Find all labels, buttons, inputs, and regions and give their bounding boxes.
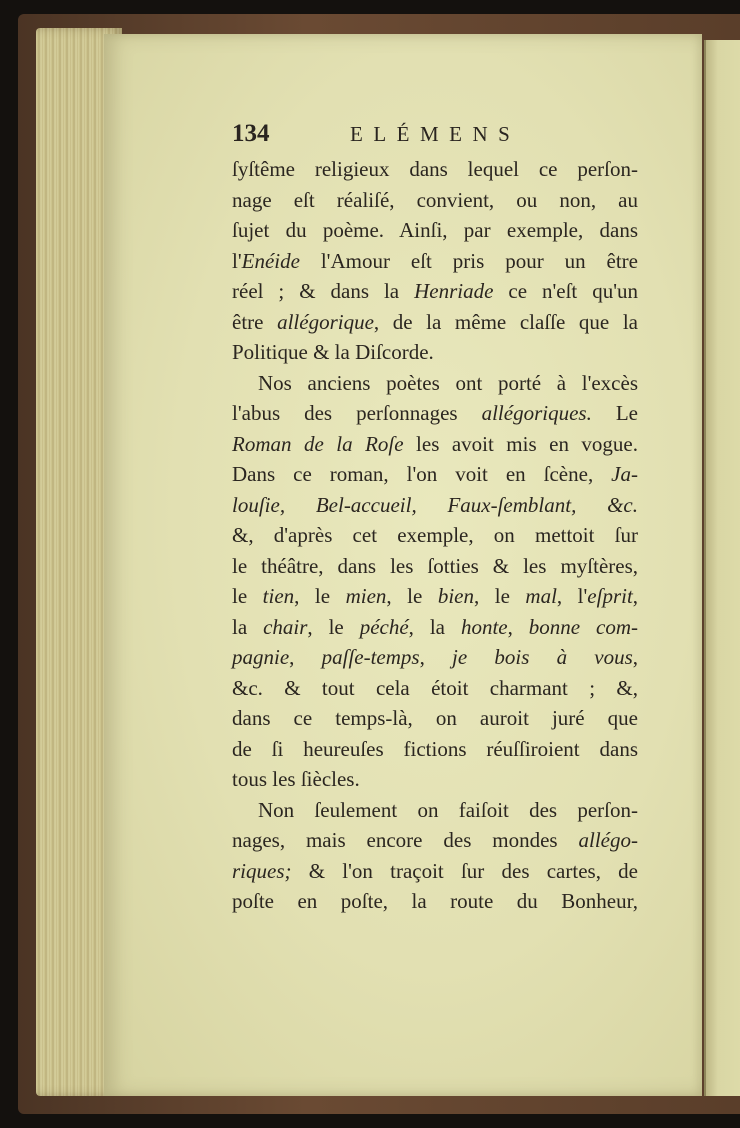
text-line bbox=[232, 520, 638, 551]
text-segment: l' bbox=[232, 248, 242, 273]
text-segment: , le bbox=[294, 584, 346, 608]
italic-text: eſprit bbox=[587, 584, 633, 608]
italic-text: allégorique bbox=[277, 309, 374, 334]
text-segment: , bbox=[507, 614, 529, 639]
text-segment: , le bbox=[474, 584, 526, 608]
text-segment: ſyſtême religieux dans lequel ce perſon- bbox=[232, 157, 638, 181]
text-line bbox=[232, 856, 638, 887]
italic-text: honte bbox=[460, 614, 508, 639]
text-segment: , le bbox=[386, 584, 438, 608]
text-line bbox=[232, 795, 638, 826]
text-segment: ce n'eſt qu'un bbox=[493, 279, 638, 303]
text-segment: réel ; & dans la bbox=[232, 279, 415, 303]
text-segment: , l' bbox=[556, 584, 588, 608]
text-segment: , bbox=[632, 584, 639, 608]
italic-text: pagnie bbox=[232, 645, 290, 669]
text-segment: ſujet du poème. Ainſi, par exemple, dans bbox=[232, 218, 638, 242]
text-segment: de ſi heureuſes fictions réuſſiroient dans bbox=[232, 736, 638, 761]
italic-text: je bois à vous bbox=[452, 645, 633, 669]
text-segment: le théâtre, dans les ſotties & les myſtères, bbox=[232, 553, 638, 578]
italic-text: paſſe-temps bbox=[321, 645, 420, 669]
text-line bbox=[232, 581, 638, 612]
italic-text: bien bbox=[437, 584, 474, 608]
text-segment: , de la même claſſe que la bbox=[373, 309, 638, 334]
text-segment: , la bbox=[408, 614, 461, 639]
text-line bbox=[232, 825, 638, 856]
text-line bbox=[232, 215, 638, 246]
italic-text: péché bbox=[359, 614, 409, 639]
text-line bbox=[232, 307, 638, 338]
text-line bbox=[232, 612, 638, 643]
body-text bbox=[232, 154, 638, 917]
text-line bbox=[232, 673, 638, 704]
italic-text: allégoriques. bbox=[481, 401, 592, 425]
italic-text: riques; bbox=[232, 858, 292, 883]
text-line bbox=[232, 398, 638, 429]
text-line bbox=[232, 764, 638, 795]
italic-text: mien bbox=[345, 584, 387, 608]
text-segment: l'Amour eſt pris pour un être bbox=[299, 248, 638, 273]
italic-text: bonne com- bbox=[528, 614, 639, 639]
text-segment: poſte en poſte, la route du Bonheur, bbox=[232, 889, 638, 913]
text-line bbox=[232, 642, 638, 673]
text-segment: & l'on traçoit ſur des cartes, de bbox=[291, 858, 638, 883]
text-segment: être bbox=[232, 309, 278, 334]
italic-text: chair bbox=[263, 614, 308, 639]
text-line bbox=[232, 185, 638, 216]
text-segment: Politique & la Diſcorde. bbox=[232, 340, 434, 364]
text-line bbox=[232, 886, 638, 917]
italic-text: Henriade bbox=[414, 279, 494, 303]
text-segment: tous les ſiècles. bbox=[232, 767, 360, 791]
text-line bbox=[232, 551, 638, 582]
italic-text: Roman de la Roſe bbox=[232, 431, 404, 456]
text-segment: nage eſt réaliſé, convient, ou non, au bbox=[232, 187, 638, 212]
text-line bbox=[232, 337, 638, 368]
running-head: ELÉMENS bbox=[350, 122, 521, 146]
text-line bbox=[232, 490, 638, 521]
page-number: 134 bbox=[232, 120, 270, 147]
text-segment: , bbox=[419, 645, 453, 669]
italic-text: Ja- bbox=[611, 462, 638, 486]
text-segment: Dans ce roman, l'on voit en ſcène, bbox=[232, 462, 612, 486]
text-segment: &, d'après cet exemple, on mettoit ſur bbox=[232, 523, 638, 547]
text-segment: le bbox=[232, 584, 263, 608]
text-line bbox=[232, 429, 638, 460]
italic-text: louſie, Bel-accueil, Faux-ſemblant, &c. bbox=[232, 492, 638, 517]
text-line bbox=[232, 734, 638, 765]
text-segment: Le bbox=[591, 401, 638, 425]
text-segment: &c. & tout cela étoit charmant ; &, bbox=[232, 675, 638, 700]
text-segment: Nos anciens poètes ont porté à l'excès bbox=[258, 370, 638, 395]
text-line bbox=[232, 276, 638, 307]
italic-text: mal bbox=[525, 584, 557, 608]
text-line bbox=[232, 154, 638, 185]
text-line bbox=[232, 368, 638, 399]
italic-text: allégo- bbox=[578, 828, 638, 852]
italic-text: tien bbox=[262, 584, 295, 608]
text-line bbox=[232, 246, 638, 277]
facing-page-edge bbox=[704, 40, 740, 1096]
text-segment: les avoit mis en vogue. bbox=[403, 431, 638, 456]
text-line bbox=[232, 703, 638, 734]
text-segment: nages, mais encore des mondes bbox=[232, 828, 579, 852]
text-segment: Non ſeulement on faiſoit des perſon- bbox=[258, 797, 638, 822]
italic-text: Enéide bbox=[241, 248, 300, 273]
text-segment: dans ce temps-là, on auroit juré que bbox=[232, 706, 638, 730]
text-line bbox=[232, 459, 638, 490]
text-segment: , bbox=[289, 645, 322, 669]
text-segment: l'abus des perſonnages bbox=[232, 401, 482, 425]
text-segment: , bbox=[632, 645, 639, 669]
text-segment: , le bbox=[307, 614, 360, 639]
text-segment: la bbox=[232, 614, 264, 639]
